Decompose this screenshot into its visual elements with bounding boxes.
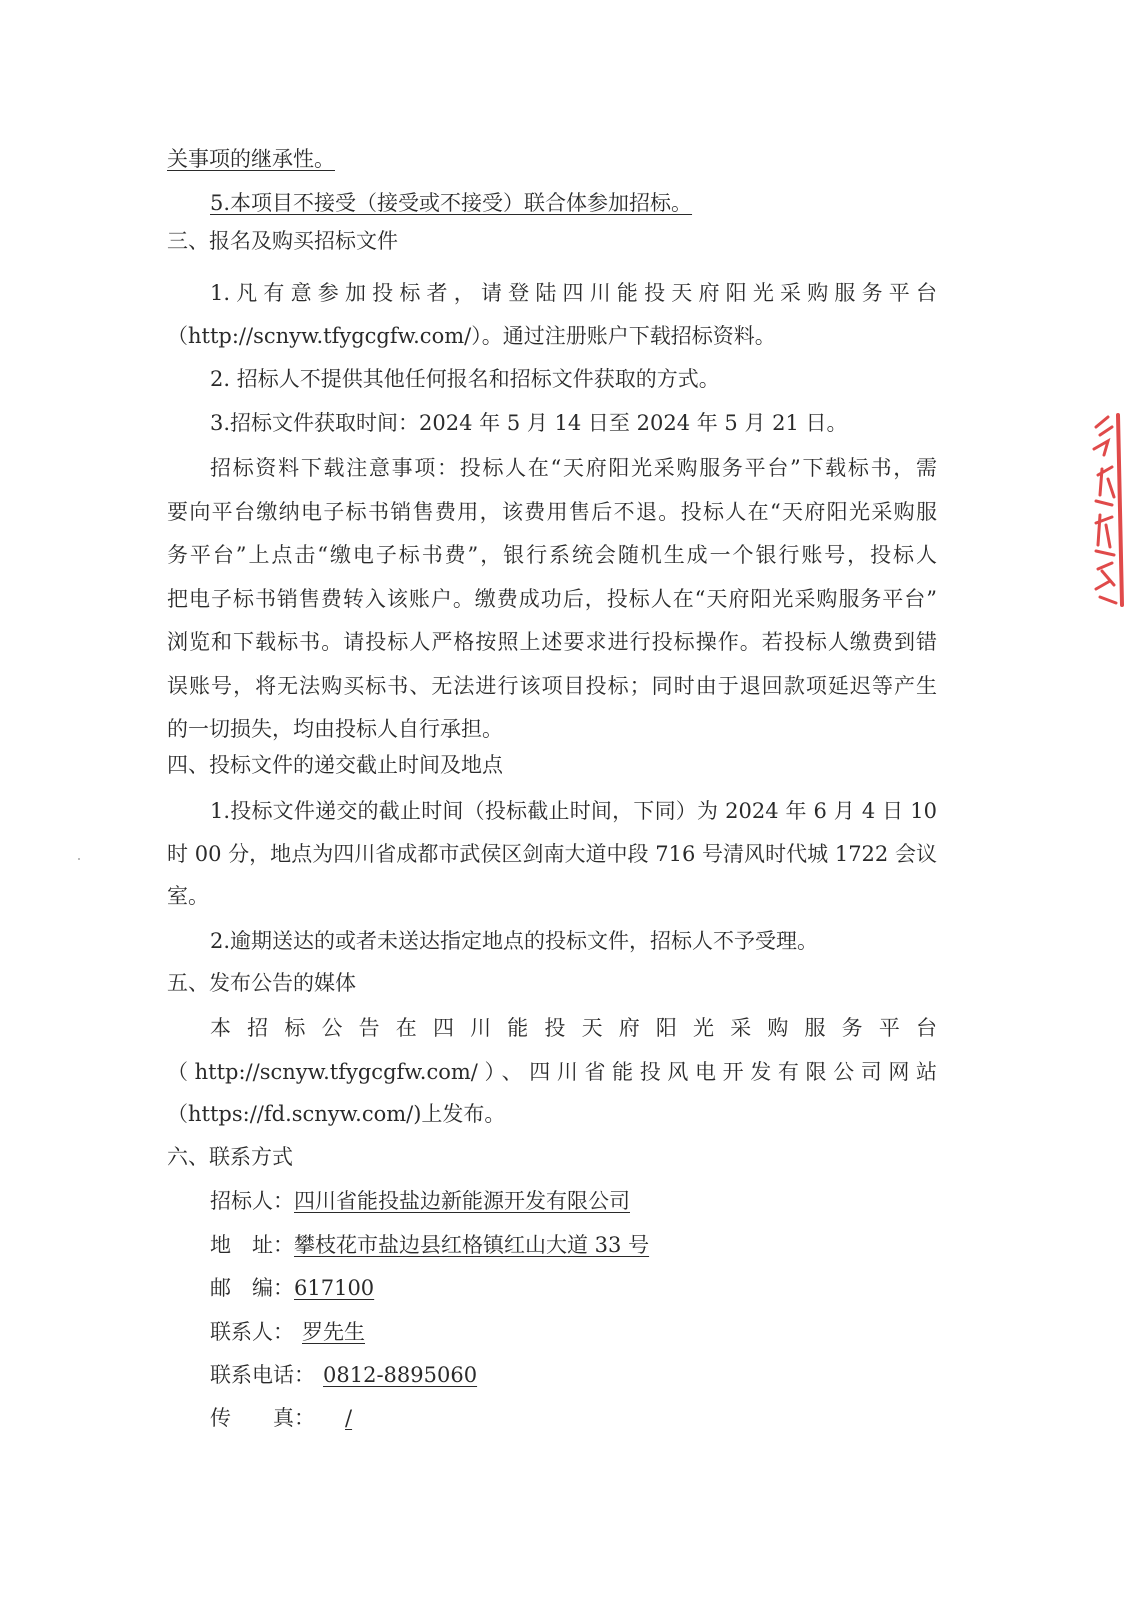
text-line: 把电子标书销售费转入该账户。缴费成功后，投标人在“天府阳光采购服务平台” bbox=[167, 587, 937, 611]
contact-phone bbox=[210, 1353, 937, 1397]
seal-stamp-fragment bbox=[1078, 405, 1128, 615]
text-line: 本招标公告在四川能投天府阳光采购服务平台 bbox=[210, 1016, 937, 1040]
contact-label: 联系电话： bbox=[210, 1363, 315, 1387]
contact-value: 0812-8895060 bbox=[323, 1363, 478, 1387]
contact-value: 四川省能投盐边新能源开发有限公司 bbox=[294, 1189, 630, 1213]
section-heading-6: 六、联系方式 bbox=[167, 1145, 293, 1169]
contact-fax bbox=[210, 1396, 937, 1440]
text-line: （http://scnyw.tfygcgfw.com/）、四川省能投风电开发有限公司网站 bbox=[167, 1060, 937, 1084]
text-line: 误账号，将无法购买标书、无法进行该项目投标；同时由于退回款项延迟等产生 bbox=[167, 674, 937, 698]
contact-value: 罗先生 bbox=[302, 1320, 365, 1344]
text-line: 务平台”上点击“缴电子标书费”，银行系统会随机生成一个银行账号，投标人 bbox=[167, 543, 937, 567]
section-heading-4: 四、投标文件的递交截止时间及地点 bbox=[167, 753, 503, 777]
text-line: 3.招标文件获取时间：2024 年 5 月 14 日至 2024 年 5 月 21 日。 bbox=[210, 411, 848, 435]
text-line: 的一切损失，均由投标人自行承担。 bbox=[167, 717, 503, 741]
text-line: 室。 bbox=[167, 884, 209, 908]
section-heading-3: 三、报名及购买招标文件 bbox=[167, 229, 398, 253]
contact-tenderer bbox=[210, 1179, 937, 1223]
contact-label: 联系人： bbox=[210, 1320, 294, 1344]
contact-value: 攀枝花市盐边县红格镇红山大道 33 号 bbox=[294, 1233, 650, 1257]
text-line: （https://fd.scnyw.com/)上发布。 bbox=[167, 1102, 506, 1126]
clause-consortium: 5.本项目不接受（接受或不接受）联合体参加招标。 bbox=[210, 191, 693, 215]
scan-speck bbox=[78, 858, 80, 860]
text-line: 浏览和下载标书。请投标人严格按照上述要求进行投标操作。若投标人缴费到错 bbox=[167, 630, 937, 654]
text-line: 1.凡有意参加投标者，请登陆四川能投天府阳光采购服务平台 bbox=[210, 281, 937, 305]
contact-value: / bbox=[345, 1406, 353, 1430]
contact-label: 传 真： bbox=[210, 1406, 315, 1430]
text-line: （http://scnyw.tfygcgfw.com/）。通过注册账户下载招标资料。 bbox=[167, 324, 776, 348]
text-continuation: 关事项的继承性。 bbox=[167, 147, 335, 171]
contact-address bbox=[210, 1223, 937, 1267]
contact-postcode bbox=[210, 1266, 937, 1310]
contact-label: 招标人： bbox=[210, 1189, 294, 1213]
contact-label: 地 址： bbox=[210, 1233, 294, 1257]
text-line: 1.投标文件递交的截止时间（投标截止时间，下同）为 2024 年 6 月 4 日 10 bbox=[210, 799, 937, 823]
text-line: 要向平台缴纳电子标书销售费用，该费用售后不退。投标人在“天府阳光采购服 bbox=[167, 500, 937, 524]
text-line: 2. 招标人不提供其他任何报名和招标文件获取的方式。 bbox=[210, 367, 720, 391]
contact-label: 邮 编： bbox=[210, 1276, 294, 1300]
text-line bbox=[167, 137, 937, 181]
contact-person bbox=[210, 1310, 937, 1354]
text-line: 招标资料下载注意事项：投标人在“天府阳光采购服务平台”下载标书，需 bbox=[210, 456, 937, 480]
text-line: 时 00 分，地点为四川省成都市武侯区剑南大道中段 716 号清风时代城 1722 会议 bbox=[167, 842, 937, 866]
contact-value: 617100 bbox=[294, 1276, 375, 1300]
section-heading-5: 五、发布公告的媒体 bbox=[167, 971, 356, 995]
text-line: 2.逾期送达的或者未送达指定地点的投标文件，招标人不予受理。 bbox=[210, 929, 819, 953]
